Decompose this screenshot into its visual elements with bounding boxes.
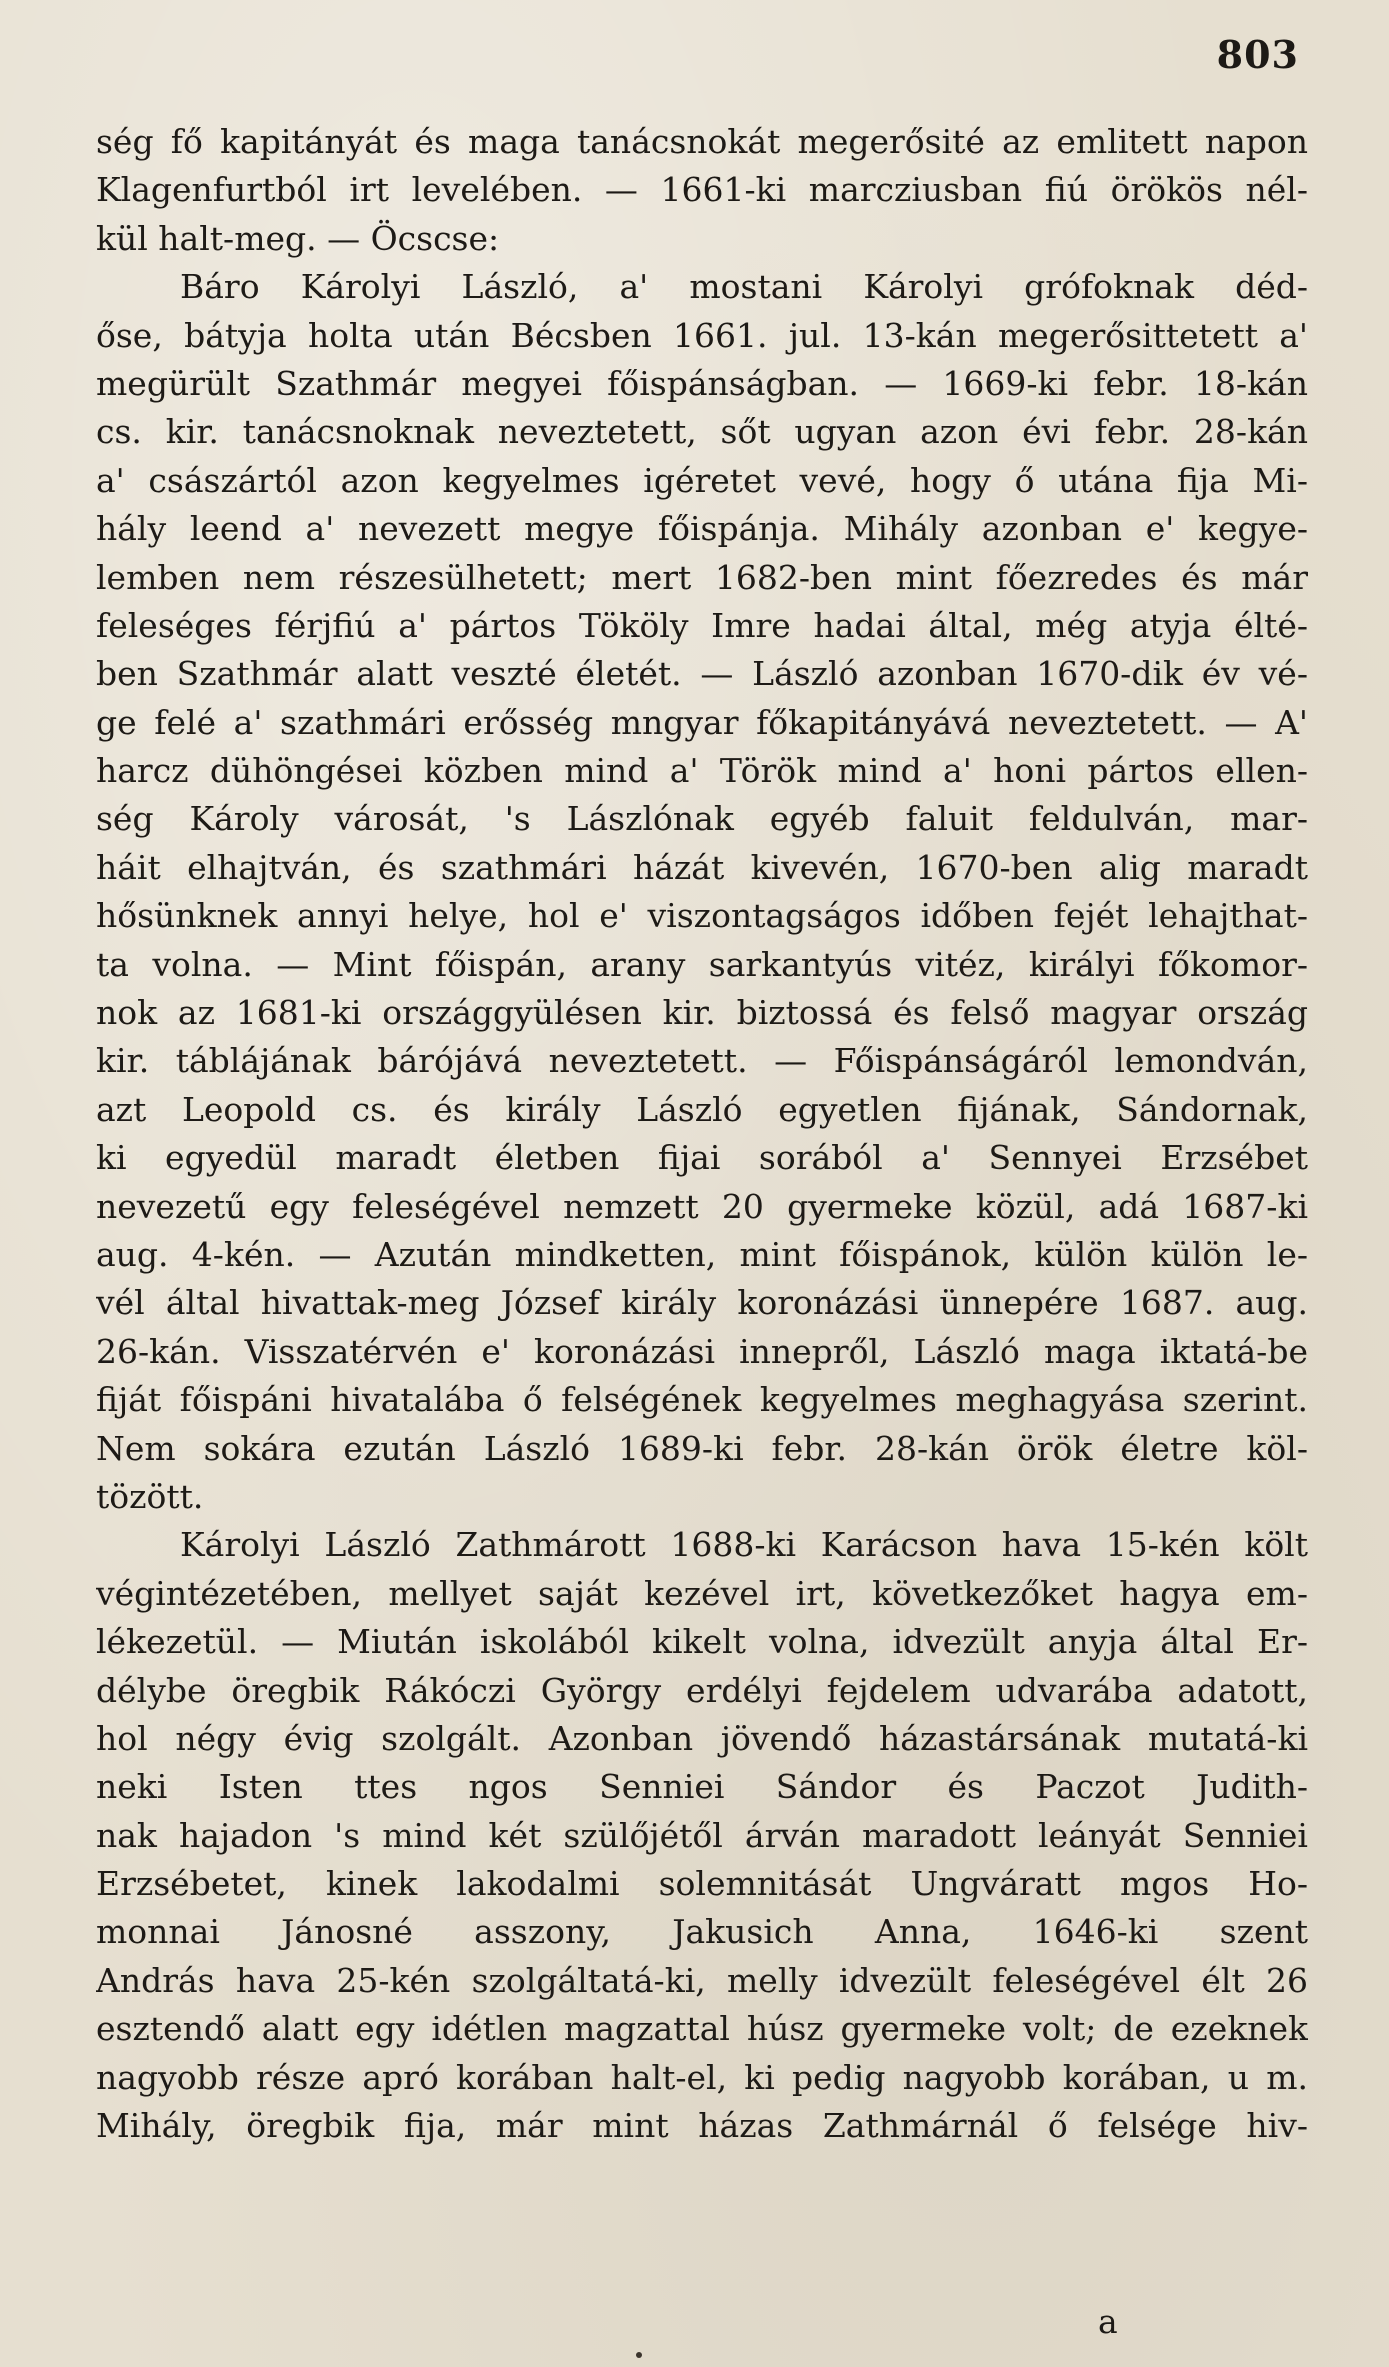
text-line: hály leend a' nevezett megye főispánja. Mihály azonban e' kegye- xyxy=(96,509,1308,549)
text-line: ben Szathmár alatt veszté életét. — László azonban 1670-dik év vé- xyxy=(96,654,1308,694)
text-line: Báro Károlyi László, a' mostani Károlyi grófoknak déd- xyxy=(180,267,1308,307)
text-line: lékezetül. — Miután iskolából kikelt volna, idvezült anyja által Er- xyxy=(96,1622,1308,1662)
text-line: háit elhajtván, és szathmári házát kivevén, 1670-ben alig maradt xyxy=(96,847,1308,887)
text-line: ta volna. — Mint főispán, arany sarkantyús vitéz, királyi főkomor- xyxy=(96,944,1308,984)
text-line: tözött. xyxy=(96,1476,204,1516)
text-line: nak hajadon 's mind két szülőjétől árván maradott leányát Senniei xyxy=(96,1815,1308,1855)
text-line: azt Leopold cs. és király László egyetlen fijának, Sándornak, xyxy=(96,1089,1308,1129)
text-line: lemben nem részesülhetett; mert 1682-ben mint főezredes és már xyxy=(96,557,1308,597)
text-line: megürült Szathmár megyei főispánságban. — 1669-ki febr. 18-kán xyxy=(96,363,1308,403)
text-line: délybe öregbik Rákóczi György erdélyi fejdelem udvarába adatott, xyxy=(96,1670,1308,1710)
catchword: a xyxy=(1098,2302,1118,2341)
text-line: ség Károly városát, 's Lászlónak egyéb faluit feldulván, mar- xyxy=(96,799,1308,839)
text-line: neki Isten ttes ngos Senniei Sándor és Paczot Judith- xyxy=(96,1767,1308,1807)
text-line: hősünknek annyi helye, hol e' viszontagságos időben fejét lehajthat- xyxy=(96,896,1308,936)
text-line: ki egyedül maradt életben fijai sorából a' Sennyei Erzsébet xyxy=(96,1138,1308,1178)
text-line: Nem sokára ezután László 1689-ki febr. 28-kán örök életre köl- xyxy=(96,1428,1308,1468)
text-line: Klagenfurtból irt levelében. — 1661-ki marcziusban fiú örökös nél- xyxy=(96,170,1308,210)
ink-speck xyxy=(636,2352,642,2358)
text-line: vél által hivattak-meg József király koronázási ünnepére 1687. aug. xyxy=(96,1283,1308,1323)
text-line: feleséges férjfiú a' pártos Tököly Imre hadai által, még atyja élté- xyxy=(96,605,1308,645)
text-line: nevezetű egy feleségével nemzett 20 gyermeke közül, adá 1687-ki xyxy=(96,1186,1308,1226)
text-line: monnai Jánosné asszony, Jakusich Anna, 1646-ki szent xyxy=(96,1912,1308,1952)
body-text xyxy=(96,118,1308,2150)
text-line: végintézetében, mellyet saját kezével irt, következőket hagya em- xyxy=(96,1573,1308,1613)
text-line: ség fő kapitányát és maga tanácsnokát megerősité az emlitett napon xyxy=(96,122,1308,161)
text-line: András hava 25-kén szolgáltatá-ki, melly idvezült feleségével élt 26 xyxy=(96,1960,1308,2000)
text-line: 26-kán. Visszatérvén e' koronázási innepről, László maga iktatá-be xyxy=(96,1331,1308,1371)
text-line: Károlyi László Zathmárott 1688-ki Karácson hava 15-kén költ xyxy=(180,1525,1308,1565)
text-line: aug. 4-kén. — Azután mindketten, mint főispánok, külön külön le- xyxy=(96,1234,1308,1274)
text-line: kir. táblájának bárójává neveztetett. — Főispánságáról lemondván, xyxy=(96,1041,1308,1081)
text-line: harcz dühöngései közben mind a' Török mind a' honi pártos ellen- xyxy=(96,751,1308,791)
text-line: Mihály, öregbik fija, már mint házas Zathmárnál ő felsége hiv- xyxy=(96,2106,1308,2146)
text-line: nagyobb része apró korában halt-el, ki pedig nagyobb korában, u m. xyxy=(96,2057,1308,2097)
text-line: esztendő alatt egy idétlen magzattal húsz gyermeke volt; de ezeknek xyxy=(96,2009,1308,2049)
text-line: őse, bátyja holta után Bécsben 1661. jul. 13-kán megerősittetett a' xyxy=(96,315,1308,355)
text-line: ge felé a' szathmári erősség mngyar főkapitányává neveztetett. — A' xyxy=(96,702,1308,742)
text-line: fiját főispáni hivatalába ő felségének kegyelmes meghagyása szerint. xyxy=(96,1380,1308,1420)
text-line: nok az 1681-ki országgyülésen kir. biztossá és felső magyar ország xyxy=(96,993,1308,1033)
text-line: kül halt-meg. — Öcscse: xyxy=(96,218,500,258)
text-line: a' császártól azon kegyelmes igéretet vevé, hogy ő utána fija Mi- xyxy=(96,460,1308,500)
text-line: hol négy évig szolgált. Azonban jövendő házastársának mutatá-ki xyxy=(96,1718,1308,1758)
page-number: 803 xyxy=(1216,32,1299,77)
text-line: Erzsébetet, kinek lakodalmi solemnitását Ungváratt mgos Ho- xyxy=(96,1864,1308,1904)
text-line: cs. kir. tanácsnoknak neveztetett, sőt ugyan azon évi febr. 28-kán xyxy=(96,412,1308,452)
